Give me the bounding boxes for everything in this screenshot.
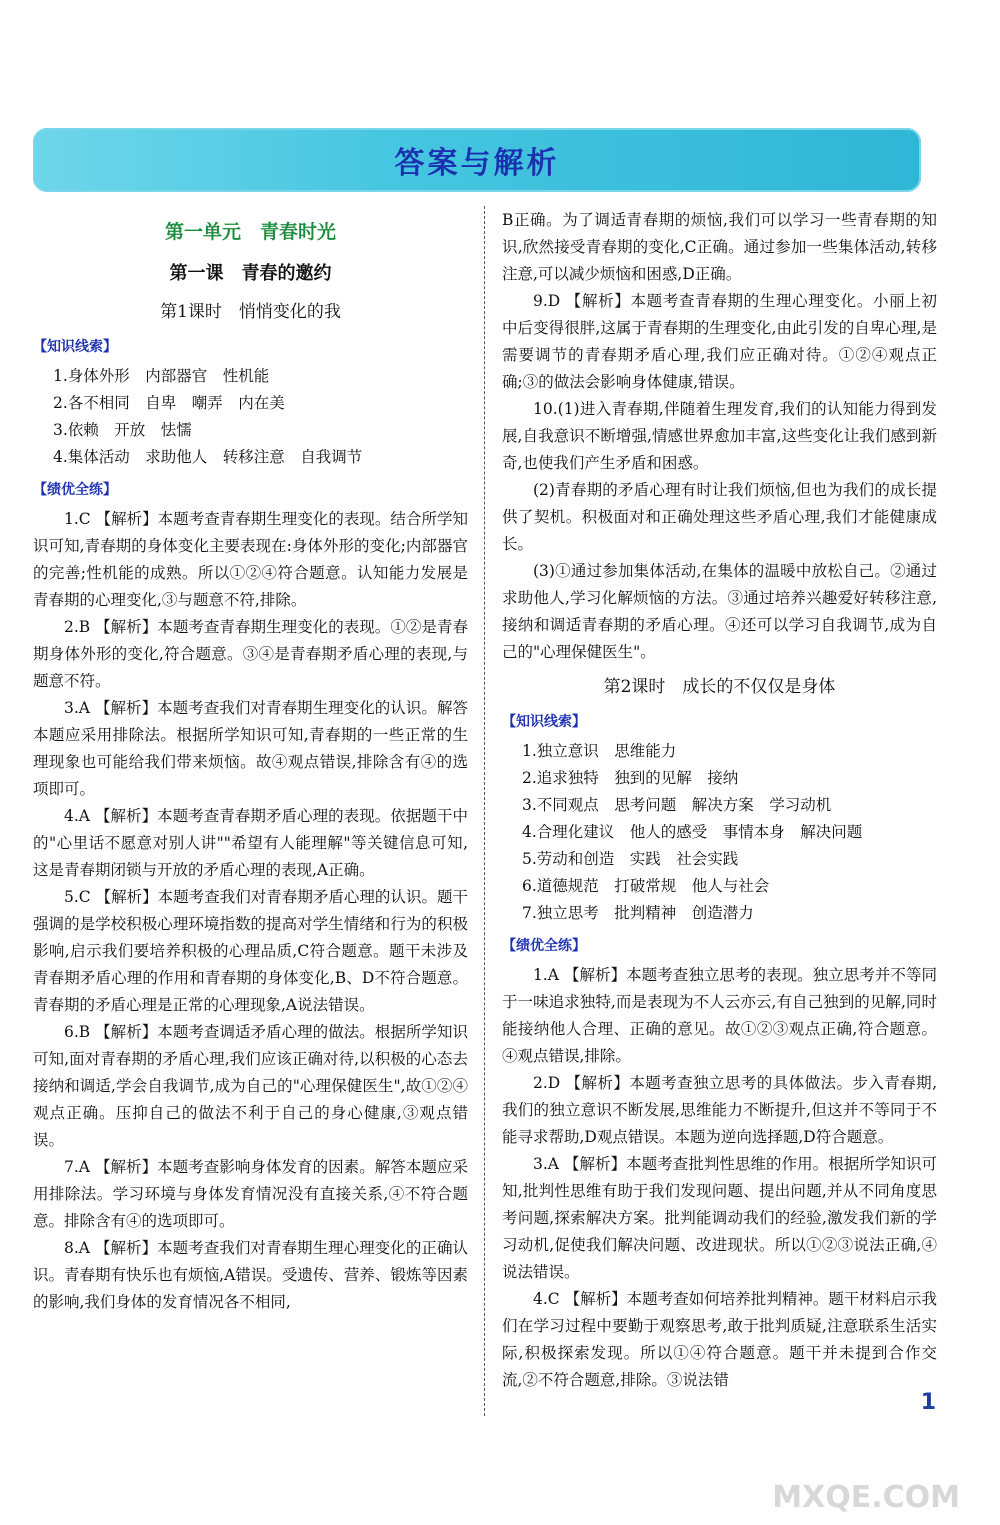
answer-paragraph: 3.A 【解析】本题考查批判性思维的作用。根据所学知识可知,批判性思维有助于我们发现问题、提出问题,并从不同角度思考问题,探索解决方案。批判能调动我们的经验,激发我们新的学习动机,促使我们解决问题、改进现状。所以①②③说法正确,④说法错误。 [502,1155,937,1281]
period-title: 第2课时 成长的不仅仅是身体 [603,677,836,697]
left-column [33,207,468,1316]
answer-paragraph: 9.D 【解析】本题考查青春期的生理心理变化。小丽上初中后变得很胖,这属于青春期的生理变化,由此引发的自卑心理,是需要调节的青春期矛盾心理,我们应正确对待。①②④观点正确;③的做法会影响身体健康,错误。 [502,292,937,391]
answer-paragraph: 6.B 【解析】本题考查调适矛盾心理的做法。根据所学知识可知,面对青春期的矛盾心理,我们应该正确对待,以积极的心态去接纳和调适,学会自我调节,成为自己的"心理保健医生",故①②④观点正确。压抑自己的做法不利于自己的身心健康,③观点错误。 [33,1023,468,1149]
period-title: 第1课时 悄悄变化的我 [160,302,341,322]
answer-paragraph: 1.A 【解析】本题考查独立思考的表现。独立思考并不等同于一味追求独特,而是表现为不人云亦云,有自己独到的见解,同时能接纳他人合理、正确的意见。故①②③观点正确,符合题意。④观点错误,排除。 [502,966,937,1065]
page-title: 答案与解析 [394,146,560,181]
lesson-title: 第一课 青春的邀约 [169,263,332,284]
answer-paragraph: 4.A 【解析】本题考查青春期矛盾心理的表现。依据题干中的"心里话不愿意对别人讲""希望有人能理解"等关键信息可知,这是青春期闭锁与开放的矛盾心理的表现,A正确。 [33,807,468,879]
knowledge-item: 3.依赖 开放 怯懦 [53,421,192,439]
section-tag-practice: 【绩优全练】 [33,482,117,498]
answer-paragraph: 8.A 【解析】本题考查我们对青春期生理心理变化的正确认识。青春期有快乐也有烦恼,A错误。受遗传、营养、锻炼等因素的影响,我们身体的发育情况各不相同, [33,1239,468,1311]
answer-paragraph: 10.(1)进入青春期,伴随着生理发育,我们的认知能力得到发展,自我意识不断增强,情感世界愈加丰富,这些变化让我们感到新奇,也使我们产生矛盾和困惑。 [502,400,937,472]
knowledge-item: 2.各不相同 自卑 嘲弄 内在美 [53,394,285,412]
answer-paragraph: 1.C 【解析】本题考查青春期生理变化的表现。结合所学知识可知,青春期的身体变化主要表现在:身体外形的变化;内部器官的完善;性机能的成熟。所以①②④符合题意。认知能力发展是青春期的心理变化,③与题意不符,排除。 [33,510,468,609]
page-number: 1 [920,1390,936,1415]
section-tag-knowledge: 【知识线索】 [502,714,586,730]
answer-paragraph: (2)青春期的矛盾心理有时让我们烦恼,但也为我们的成长提供了契机。积极面对和正确处理这些矛盾心理,我们才能健康成长。 [502,481,937,553]
knowledge-item: 4.合理化建议 他人的感受 事情本身 解决问题 [522,823,863,841]
answer-paragraph: 4.C 【解析】本题考查如何培养批判精神。题干材料启示我们在学习过程中要勤于观察思考,敢于批判质疑,注意联系生活实际,积极探索发现。所以①④符合题意。题干并未提到合作交流,②不符合题意,排除。③说法错 [502,1290,937,1389]
knowledge-item: 1.身体外形 内部器官 性机能 [53,367,270,385]
answer-paragraph: 5.C 【解析】本题考查我们对青春期矛盾心理的认识。题干强调的是学校积极心理环境指数的提高对学生情绪和行为的积极影响,启示我们要培养积极的心理品质,C符合题意。题干未涉及青春期矛盾心理的作用和青春期的身体变化,B、D不符合题意。青春期的矛盾心理是正常的心理现象,A说法错误。 [33,888,468,1014]
answer-paragraph: (3)①通过参加集体活动,在集体的温暖中放松自己。②通过求助他人,学习化解烦恼的方法。③通过培养兴趣爱好转移注意,接纳和调适青春期的矛盾心理。④还可以学习自我调节,成为自己的"心理保健医生"。 [502,562,937,661]
knowledge-item: 5.劳动和创造 实践 社会实践 [522,850,739,868]
knowledge-item: 3.不同观点 思考问题 解决方案 学习动机 [522,796,832,814]
unit-title: 第一单元 青春时光 [164,221,336,243]
section-tag-knowledge: 【知识线索】 [33,339,117,355]
knowledge-item: 2.追求独特 独到的见解 接纳 [522,769,739,787]
answer-paragraph: 3.A 【解析】本题考查我们对青春期生理变化的认识。解答本题应采用排除法。根据所学知识可知,青春期的一些正常的生理现象也可能给我们带来烦恼。故④观点错误,排除含有④的选项即可。 [33,699,468,798]
knowledge-item: 7.独立思考 批判精神 创造潜力 [522,904,754,922]
answer-paragraph: 2.B 【解析】本题考查青春期生理变化的表现。①②是青春期身体外形的变化,符合题意。③④是青春期矛盾心理的表现,与题意不符。 [33,618,468,690]
watermark: MXQE.COM [772,1480,960,1515]
knowledge-item: 4.集体活动 求助他人 转移注意 自我调节 [53,448,363,466]
answer-paragraph: 2.D 【解析】本题考查独立思考的具体做法。步入青春期,我们的独立意识不断发展,思维能力不断提升,但这并不等同于不能寻求帮助,D观点错误。本题为逆向选择题,D符合题意。 [502,1074,937,1146]
answer-paragraph-continued: B正确。为了调适青春期的烦恼,我们可以学习一些青春期的知识,欣然接受青春期的变化,C正确。通过参加一些集体活动,转移注意,可以减少烦恼和困惑,D正确。 [502,211,937,283]
knowledge-item: 6.道德规范 打破常规 他人与社会 [522,877,770,895]
knowledge-list [502,738,937,927]
knowledge-list [33,363,468,471]
right-column [502,207,937,1394]
header-banner [33,128,921,192]
answer-paragraph: 7.A 【解析】本题考查影响身体发育的因素。解答本题应采用排除法。学习环境与身体发育情况没有直接关系,④不符合题意。排除含有④的选项即可。 [33,1158,468,1230]
column-divider [484,206,485,1416]
section-tag-practice: 【绩优全练】 [502,938,586,954]
knowledge-item: 1.独立意识 思维能力 [522,742,677,760]
